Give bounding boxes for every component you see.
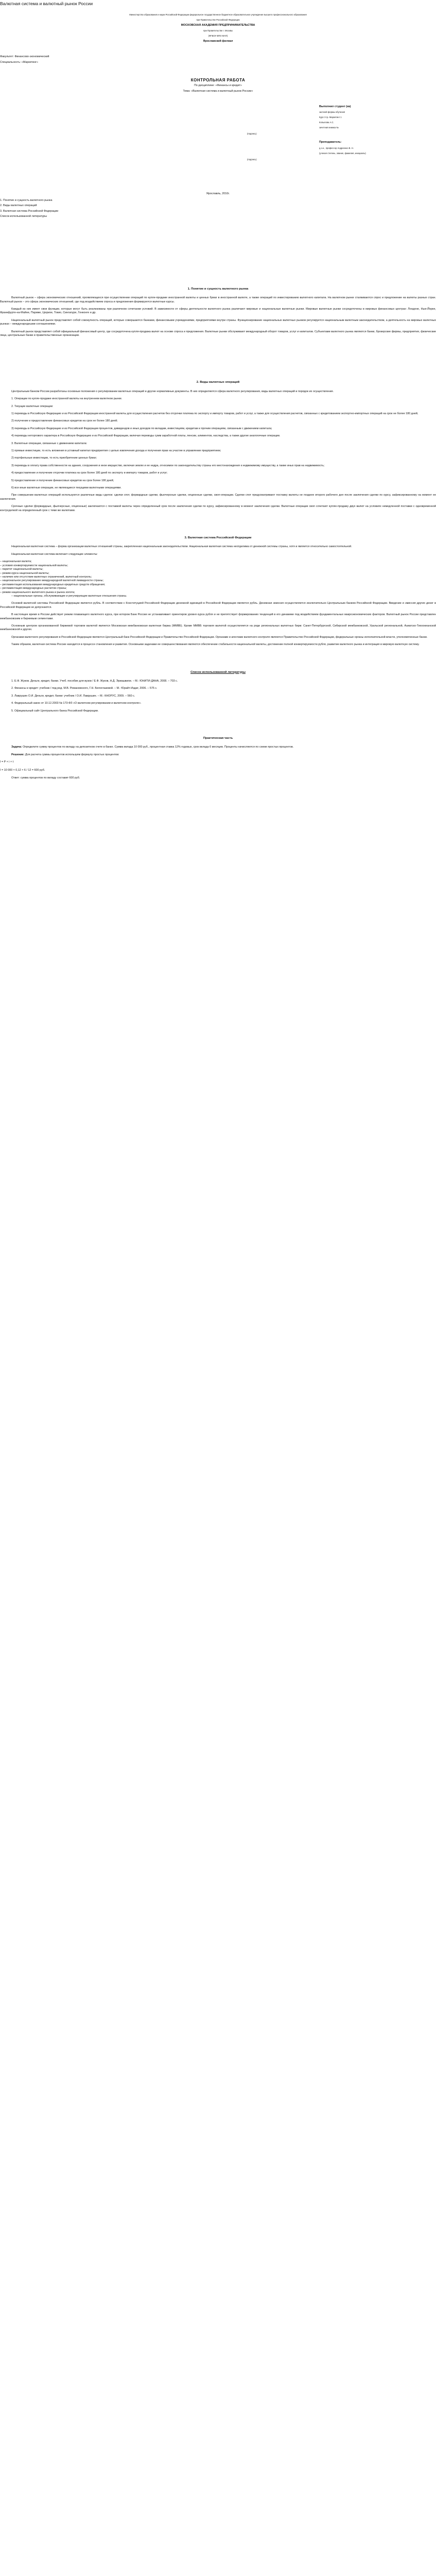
teacher-grade: (ученая степень, звание, фамилия, инициалы) xyxy=(319,151,366,155)
list-item: – национальное регулирование международной валютной ликвидности страны; xyxy=(0,579,104,583)
paragraph: 5) предоставление и получение финансовых кредитов на срок более 180 дней; xyxy=(11,479,114,482)
list-item: – условия конвертируемости национальной валюты; xyxy=(0,564,68,567)
toc-item[interactable]: 3. Валютная система Российской Федерации xyxy=(0,209,59,213)
reference-item: 4. Федеральный закон от 10.12.2003 № 173-ФЗ «О валютном регулировании и валютном контроле». xyxy=(11,702,142,705)
student-name: Копылова А.С. xyxy=(319,121,334,124)
references xyxy=(0,671,436,713)
discipline-line: По дисциплине: «Финансы и кредит» xyxy=(194,84,242,88)
paragraph: При совершении валютных операций используются различные виды сделок: сделки спот, форвардные сделки, фьючерсные сделки, опционные сделки, своп-операции. Сделки спот предусматривают поставку валюты не позднее второго рабочего дня после заключения сделки по курсу, зафиксированному на момент ее заключения. xyxy=(0,494,436,501)
paragraph: Таким образом, валютная система России находится в процессе становления и развития. Основными задачами ее совершенствования являются обеспечение стабильности национальной валюты, достижение полной конвертируемости рубля, развитие валютного рынка и интеграция в мировую валютную систему. xyxy=(11,643,420,647)
paragraph: Валютный рынок представляет собой официальный финансовый центр, где сосредоточена купля-продажа валют на основе спроса и предложения. Валютные рынки обслуживают международный оборот товаров, услуг и капиталов. Субъектами валютного рынка являются банки, брокерские фирмы, предприятия, физические лица, центральные банки и правительственные организации. xyxy=(0,330,436,337)
student-record: зачетная книжка № xyxy=(319,126,339,129)
list-item: – режим национального валютного рынка и рынка золота; xyxy=(0,590,75,594)
paragraph: Национальная валютная система – форма организации валютных отношений страны, закрепленная национальным законодательством. Национальная валютная система неотделима от денежной системы страны, хотя и является относительно самостоятельной. xyxy=(11,545,352,549)
teacher-signature: (подпись) xyxy=(247,158,257,161)
answer: Ответ: сумма процентов по вкладу составит 600 руб. xyxy=(11,776,80,780)
paragraph: Основным центром организованной биржевой торговли валютой является Московская межбанковская валютная биржа (ММВБ). Кроме ММВБ торговля валютой осуществляется на ряде региональных валютных бирж: Санкт-Петербургской, Сибирской межбанковской, Уральской региональной, Азиатско-Тихоокеанской межбанковской и других. xyxy=(0,624,436,632)
paragraph: 1) переводы в Российскую Федерацию и из Российской Федерации иностранной валюты для осуществления расчетов без отсрочки платежа по экспорту и импорту товаров, работ и услуг, а также для осуществления расчетов, связанных с кредитованием экспортно-импортных операций на срок не более 180 дней; xyxy=(11,412,418,415)
faculty-line: Факультет: Финансово-экономический xyxy=(0,55,49,58)
task-text: Определите сумму процентов по вкладу на депозитном счете в банке. Сумма вклада 10 000 руб., процентная ставка 12% годовых, срок вклада 6 месяцев. Проценты начисляются по схеме простых процентов. xyxy=(23,745,294,749)
teacher-heading: Преподаватель: xyxy=(319,141,342,144)
student-signature: (подпись) xyxy=(247,132,257,135)
paragraph: 3. Валютные операции, связанные с движением капитала: xyxy=(11,442,88,445)
paragraph: 3) переводы в оплату права собственности на здания, сооружения и иное имущество, включая землю и ее недра, относимое по законодательству страны его местонахождения к недвижимому имуществу, а также иных прав на недвижимость; xyxy=(11,464,325,467)
reference-item: 3. Лаврушин О.И. Деньги, кредит, банки: учебник / О.И. Лаврушин. – М.: КНОРУС, 2009. – 560 с. xyxy=(11,694,135,698)
paragraph: Центральным банком России разработаны основные положения о регулировании валютных операций и другие нормативные документы. В них определяются сфера валютного регулирования, виды валютных операций и порядок их осуществления. xyxy=(11,389,334,393)
paragraph: Основой валютной системы Российской Федерации является рубль. В соответствии с Конституцией Российской Федерации денежной единицей в Российской Федерации является рубль. Денежная эмиссия осуществляется исключительно Центральным банком Российской Федерации. Введение и эмиссия других денег в Российской Федерации не допускаются. xyxy=(0,602,436,609)
paragraph: 4) переводы неторгового характера в Российскую Федерацию и из Российской Федерации, включая переводы сумм заработной платы, пенсии, алиментов, наследства, а также другие аналогичные операции. xyxy=(11,434,281,438)
branch-name: Ярославский филиал xyxy=(203,40,233,43)
city-line: при Правительстве г. Москвы xyxy=(203,29,233,32)
toc-item[interactable]: Список использованной литературы xyxy=(0,215,47,218)
teacher-name: д.э.н., профессор Андреенко В. Н. xyxy=(319,146,354,149)
work-type: КОНТРОЛЬНАЯ РАБОТА xyxy=(190,77,246,82)
reference-item: 2. Финансы и кредит: учебник / под ред. М.В. Романовского, Г.Н. Белоглазовой. – М.: Юрайт-Издат, 2006. – 575 с. xyxy=(11,687,158,690)
section-heading: 2. Виды валютных операций xyxy=(196,381,240,384)
practical-heading: Практическая часть xyxy=(203,737,233,740)
task-label: Задача: xyxy=(11,745,22,749)
paragraph: 1. Операции по купле-продаже иностранной валюты на внутреннем валютном рынке. xyxy=(11,397,123,401)
section-3 xyxy=(0,536,436,647)
section-heading: 1. Понятие и сущность валютного рынка xyxy=(187,287,249,291)
list-item: – национальная валюта; xyxy=(0,560,32,564)
student-heading: Выполнил студент (ка) xyxy=(319,105,351,108)
date-line: Ярославль, 2010г. xyxy=(206,192,230,195)
paragraph: Каждый из них имеет свои функции, которые могут быть реализованы при различном сочетании условий. В зависимости от сферы деятельности валютного рынка различают мировые и национальные валютные рынки. Мировые валютные рынки сосредоточены в мировых финансовых центрах: Лондоне, Нью-Йорке, Франкфурте-на-Майне, Париже, Цюрихе, Токио, Сингапуре, Гонконге и др. xyxy=(0,307,436,315)
paragraph: 6) все иные валютные операции, не являющиеся текущими валютными операциями. xyxy=(11,486,121,490)
list-item: – режим курса национальной валюты; xyxy=(0,571,49,575)
document xyxy=(0,0,436,798)
topic-line: Тема: «Валютная система и валютный рынок России» xyxy=(183,90,253,93)
toc-item[interactable]: 2. Виды валютных операций xyxy=(0,204,37,208)
solution-label: Решение: xyxy=(11,753,25,756)
solution-text: Для расчета суммы процентов используем формулу простых процентов: xyxy=(25,753,119,756)
list-item: – регламентация международных расчетов страны; xyxy=(0,587,67,590)
section-1 xyxy=(0,287,436,338)
table-of-contents xyxy=(0,199,436,219)
paragraph: 2. Текущие валютные операции: xyxy=(11,404,54,408)
paragraph: 2) получение и предоставление финансовых кредитов на срок не более 180 дней; xyxy=(11,419,118,423)
agency-line: при Правительстве Российской Федерации xyxy=(196,19,240,21)
student-block xyxy=(0,105,436,129)
list-item: – национальные органы, обслуживающие и регулирующие валютные отношения страны. xyxy=(11,594,127,598)
list-item: – паритет национальной валюты; xyxy=(0,568,43,571)
references-heading: Список использованной литературы xyxy=(190,670,246,674)
list-item: – наличие или отсутствие валютных ограничений, валютный контроль; xyxy=(0,575,92,579)
teacher-block xyxy=(0,141,436,155)
paragraph: 4) предоставление и получение отсрочки платежа на срок более 180 дней по экспорту и импорту товаров, работ и услуг; xyxy=(11,471,168,475)
reference-item: 5. Официальный сайт Центрального банка Российской Федерации. xyxy=(11,709,99,713)
section-heading: 3. Валютная система Российской Федерации xyxy=(184,536,252,540)
paragraph: 3) переводы в Российскую Федерацию и из Российской Федерации процентов, дивидендов и иных доходов по вкладам, инвестициям, кредитам и прочим операциям, связанным с движением капитала; xyxy=(11,427,272,430)
list-item: – регламентация использования международных кредитных средств обращения; xyxy=(0,583,106,586)
ministry-line: Министерство образования и науки Российской Федерации федеральное государственное бюджетное образовательное учреждение высшего профессионального образования xyxy=(129,13,307,16)
reference-item: 1. Е.Ф. Жуков. Деньги, кредит, банки. Учеб. пособие для вузов / Е.Ф. Жуков, Н.Д. Эриашвили. – М.: ЮНИТИ-ДАНА, 2008. – 703 с. xyxy=(11,680,178,683)
paragraph: Органами валютного регулирования в Российской Федерации являются Центральный банк Российской Федерации и Правительство Российской Федерации. Органами и агентами валютного контроля являются Правительство Российской Федерации, федеральные органы исполнительной власти, уполномоченные банки. xyxy=(11,635,428,639)
paragraph: 1) прямые инвестиции, то есть вложения в уставный капитал предприятия с целью извлечения дохода и получения прав на участие в управлении предприятием; xyxy=(11,449,221,452)
student-course: Курс 3 гр. Маркетинг 1 xyxy=(319,116,342,119)
formula-values: I = 10 000 × 0,12 × 6 / 12 = 600 руб. xyxy=(0,768,45,772)
paragraph: Срочные сделки (форвардные, фьючерсные, опционные) заключаются с поставкой валюты через определенный срок после заключения сделки по курсу, зафиксированному в момент заключения сделки. Валютные операции своп сочетают куплю-продажу двух валют на условиях немедленной поставки с одновременной контрсделкой на определенный срок с теми же валютами. xyxy=(0,505,436,512)
student-group: заочной формы обучения xyxy=(319,111,345,114)
practical-part xyxy=(0,737,436,780)
document-title: Валютная система и валютный рынок России xyxy=(0,1,93,6)
university-name: (ФГБОУ ВПО МАП) xyxy=(208,35,228,38)
formula: I = P × i × t xyxy=(0,760,14,764)
academy-name: МОСКОВСКАЯ АКАДЕМИЯ ПРЕДПРИНИМАТЕЛЬСТВА xyxy=(181,24,255,27)
toc-item[interactable]: 1. Понятие и сущность валютного рынка xyxy=(0,199,53,202)
specialty-line: Специальность: «Маркетинг» xyxy=(0,61,39,64)
paragraph: Национальная валютная система включает следующие элементы: xyxy=(11,552,98,556)
paragraph: 2) портфельные инвестиции, то есть приобретение ценных бумаг; xyxy=(11,456,97,460)
paragraph: Валютный рынок – сфера экономических отношений, проявляющихся при осуществлении операций по купле-продаже иностранной валюты и ценных бумаг в иностранной валюте, а также операций по инвестированию валютного капитала. На валютном рынке сталкиваются спрос и предложение на валюты разных стран. Валютный рынок – это сфера экономических отношений, где под воздействием спроса и предложения формируются валютные курсы. xyxy=(0,296,436,303)
paragraph: В настоящее время в России действует режим плавающего валютного курса, при котором Банк России не устанавливает ориентиров уровня курса рубля и не препятствует формированию тенденций в его динамике под воздействием фундаментальных макроэкономических факторов. Валютный рынок России представлен межбанковским и биржевым сегментами. xyxy=(0,613,436,620)
section-2 xyxy=(0,381,436,513)
title-page xyxy=(0,13,436,196)
paragraph: Национальный валютный рынок представляет собой совокупность операций, которые совершаются банками, финансовыми учреждениями, предприятиями внутри страны. Функционирование национальных валютных рынков регулируется национальным валютным законодательством, а деятельность на мировых валютных рынках – международными соглашениями. xyxy=(0,318,436,326)
